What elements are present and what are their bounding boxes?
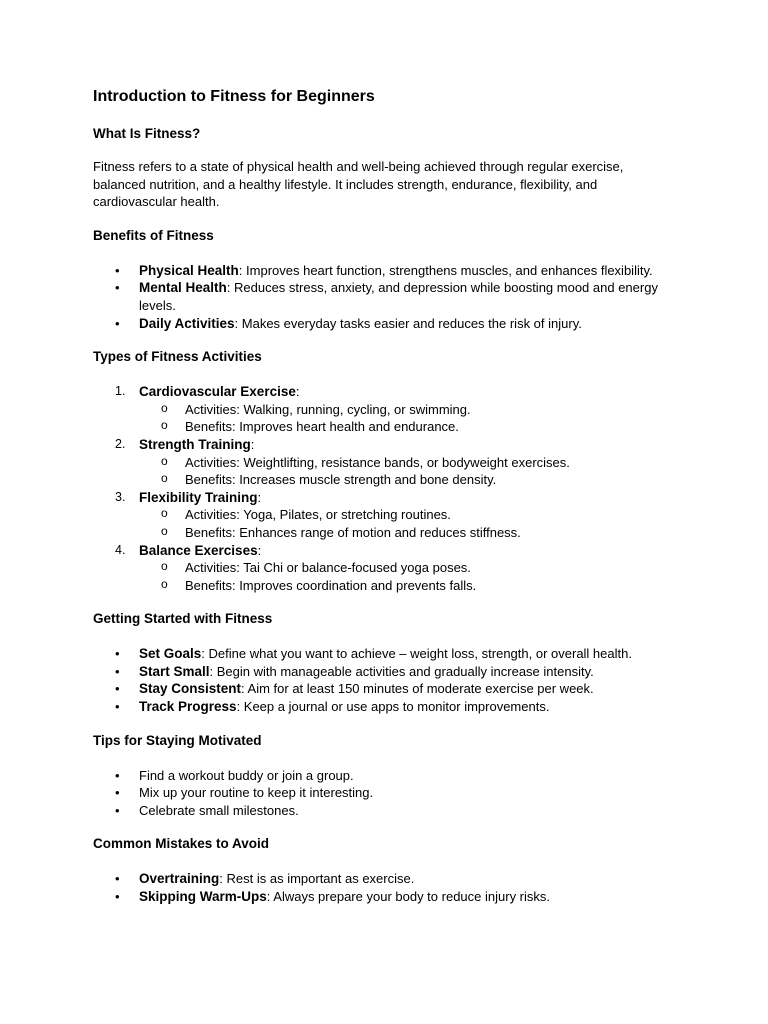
list-item-colon: : (257, 489, 262, 505)
sub-list-text: Activities: Weightlifting, resistance bands, or bodyweight exercises. (185, 454, 570, 470)
list-item-term: Mental Health (139, 280, 227, 296)
list-item-desc: : Improves heart function, strengthens muscles, and enhances flexibility. (238, 262, 653, 278)
sub-list (139, 559, 675, 594)
list-item (93, 436, 675, 489)
sub-list-item (139, 471, 675, 489)
list-item (93, 698, 675, 716)
sub-bullet-icon: o (161, 400, 168, 415)
heading-types: Types of Fitness Activities (93, 349, 262, 365)
heading-tips: Tips for Staying Motivated (93, 732, 262, 748)
sub-list-text: Benefits: Increases muscle strength and bone density. (185, 472, 497, 488)
list-item-desc: : Keep a journal or use apps to monitor improvements. (236, 699, 550, 715)
sub-list (139, 401, 675, 436)
document-title: Introduction to Fitness for Beginners (93, 88, 375, 105)
bullet-icon: • (115, 262, 120, 278)
list-item-term: Flexibility Training (139, 489, 258, 505)
list-item (93, 383, 675, 436)
list-number: 3. (115, 489, 126, 504)
list-item-term: Physical Health (139, 262, 239, 278)
bullet-icon: • (115, 646, 120, 662)
sub-bullet-icon: o (161, 576, 168, 591)
heading-benefits: Benefits of Fitness (93, 227, 214, 243)
bullet-icon: • (115, 785, 120, 801)
list-item (93, 663, 675, 681)
mistakes-list (93, 870, 675, 905)
sub-list (139, 454, 675, 489)
list-item (93, 784, 675, 802)
sub-list-text: Activities: Yoga, Pilates, or stretching routines. (185, 507, 451, 523)
list-number: 1. (115, 384, 126, 399)
sub-list-text: Activities: Walking, running, cycling, or swimming. (185, 401, 471, 417)
list-item (93, 870, 675, 888)
types-list (93, 383, 675, 594)
paragraph-what-is-fitness: Fitness refers to a state of physical health and well-being achieved through regular exercise, balanced nutrition, and a healthy lifestyle. It includes strength, endurance, flexibility, and cardiovascular health. (93, 159, 624, 210)
sub-list-item (139, 524, 675, 542)
sub-list-item (139, 418, 675, 436)
list-item (93, 315, 675, 333)
list-item-term: Balance Exercises (139, 542, 258, 558)
list-item-text: Find a workout buddy or join a group. (139, 767, 354, 783)
sub-list-item (139, 401, 675, 419)
sub-list-text: Benefits: Improves coordination and prevents falls. (185, 577, 477, 593)
list-item (93, 888, 675, 906)
list-item-desc: : Aim for at least 150 minutes of moderate exercise per week. (241, 681, 594, 697)
list-number: 4. (115, 542, 126, 557)
list-item-term: Skipping Warm-Ups (139, 889, 267, 905)
benefits-list (93, 262, 675, 332)
list-item (93, 645, 675, 663)
list-item-desc: : Begin with manageable activities and gradually increase intensity. (209, 663, 594, 679)
list-item-colon: : (250, 436, 255, 452)
list-item-desc: : Always prepare your body to reduce injury risks. (266, 889, 551, 905)
list-item-colon: : (295, 384, 300, 400)
section-tips (93, 732, 675, 820)
list-item-term: Start Small (139, 663, 210, 679)
list-item (93, 680, 675, 698)
bullet-icon: • (115, 871, 120, 887)
sub-list-item (139, 559, 675, 577)
heading-what-is-fitness: What Is Fitness? (93, 126, 201, 141)
list-item (93, 279, 675, 314)
sub-list-item (139, 506, 675, 524)
list-item-term: Stay Consistent (139, 681, 242, 697)
list-item (93, 262, 675, 280)
bullet-icon: • (115, 767, 120, 783)
sub-list-item (139, 577, 675, 595)
bullet-icon: • (115, 315, 120, 331)
list-item-desc: : Makes everyday tasks easier and reduces the risk of injury. (234, 315, 582, 331)
bullet-icon: • (115, 681, 120, 697)
bullet-icon: • (115, 889, 120, 905)
list-item-term: Set Goals (139, 646, 202, 662)
sub-list-text: Benefits: Enhances range of motion and reduces stiffness. (185, 524, 521, 540)
list-item-term: Daily Activities (139, 315, 235, 331)
heading-mistakes: Common Mistakes to Avoid (93, 836, 270, 852)
list-item-colon: : (257, 542, 262, 558)
list-item (93, 542, 675, 595)
getting-started-list (93, 645, 675, 715)
sub-bullet-icon: o (161, 506, 168, 521)
list-item (93, 489, 675, 542)
list-number: 2. (115, 436, 126, 451)
sub-bullet-icon: o (161, 418, 168, 433)
sub-list-item (139, 454, 675, 472)
sub-bullet-icon: o (161, 471, 168, 486)
bullet-icon: • (115, 280, 120, 296)
list-item-text: Celebrate small milestones. (139, 802, 299, 818)
sub-bullet-icon: o (161, 559, 168, 574)
list-item-term: Overtraining (139, 871, 220, 887)
bullet-icon: • (115, 663, 120, 679)
sub-list (139, 506, 675, 541)
list-item (93, 802, 675, 820)
list-item-term: Strength Training (139, 436, 251, 452)
sub-list-text: Activities: Tai Chi or balance-focused yoga poses. (185, 560, 471, 576)
section-benefits (93, 227, 675, 332)
sub-bullet-icon: o (161, 523, 168, 538)
list-item-term: Track Progress (139, 699, 237, 715)
heading-getting-started: Getting Started with Fitness (93, 611, 273, 627)
list-item-desc: : Rest is as important as exercise. (219, 871, 415, 887)
section-mistakes (93, 835, 675, 905)
list-item-desc: : Define what you want to achieve – weight loss, strength, or overall health. (201, 646, 632, 662)
list-item (93, 767, 675, 785)
section-what-is-fitness (93, 125, 675, 211)
sub-list-text: Benefits: Improves heart health and endurance. (185, 419, 459, 435)
list-item-term: Cardiovascular Exercise (139, 384, 296, 400)
section-getting-started (93, 610, 675, 715)
bullet-icon: • (115, 802, 120, 818)
section-types (93, 348, 675, 594)
tips-list (93, 767, 675, 820)
bullet-icon: • (115, 699, 120, 715)
sub-bullet-icon: o (161, 453, 168, 468)
list-item-text: Mix up your routine to keep it interesting. (139, 785, 374, 801)
list-item-desc: : Reduces stress, anxiety, and depression while boosting mood and energy levels. (139, 280, 658, 313)
